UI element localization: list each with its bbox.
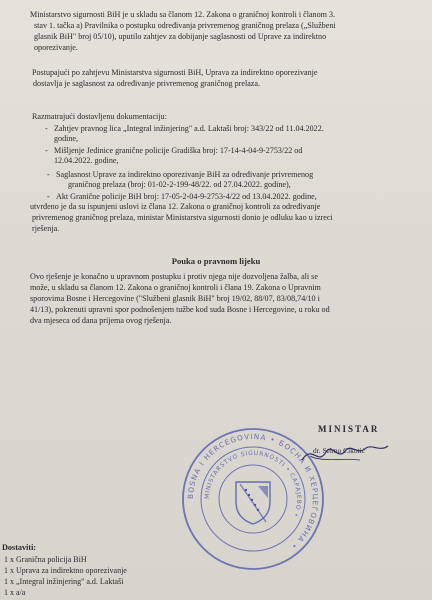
text-line: Ovo rješenje je konačno u upravnom postupku i protiv njega nije dozvoljena žalba, ali se [30, 272, 318, 281]
pouka-heading: Pouka o pravnom lijeku [171, 256, 261, 266]
docs-item-2 [45, 146, 414, 166]
text-line: glasnik BiH" broj 05/10), uputilo zahtjev za dobijanje saglasnosti od Uprave za indirektno [34, 32, 327, 41]
docs-heading: Razmatrajući dostavljenu dokumentaciju: [32, 112, 167, 121]
text-line: dostavlja je saglasnost za određivanje privremenog graničnog prelaza. [33, 79, 260, 88]
dostaviti-heading: Dostaviti: [2, 543, 37, 552]
text-line: rješenja. [32, 224, 60, 233]
text-line: 12.04.2022. godine, [54, 156, 119, 166]
docs-item-1 [45, 124, 414, 144]
dostaviti-item: 1 x „Integral inžinjering" a.d. Laktaši [4, 577, 124, 586]
bullet-icon: - [45, 146, 48, 155]
docs-item-3 [47, 170, 416, 190]
dostaviti-item: 1 x Uprava za indirektno oporezivanje [4, 566, 127, 575]
text-line: Ministarstvo sigurnosti BiH je u skladu sa članom 12. Zakona o graničnoj kontroli i članom 3. [30, 10, 336, 19]
text-line: dva mjeseca od dana prijema ovog rješenja. [30, 316, 172, 325]
signatory-name: dr. Selmo Cikotić [313, 446, 365, 455]
text-line: sporovima Bosne i Hercegovine ("Službeni glasnik BiH" broj 19/02, 88/07, 83/08,74/10 i [30, 294, 320, 303]
text-line: 41/13), pokrenuti upravni spor podnošenjem tužbe kod suda Bosne i Hercegovine, u roku od [30, 305, 330, 314]
text-line: Postupajući po zahtjevu Ministarstva sigurnosti BiH, Uprava za indirektno oporezivanje [32, 68, 318, 77]
signatory-title: MINISTAR [318, 424, 380, 434]
text-line: oporezivanje. [34, 43, 78, 52]
text-line: privremenog graničnog prelaza, ministar Ministarstva sigurnosti donio je odluku kao u izreci [32, 213, 333, 222]
text-line: Akt Granične policije BiH broj: 17-05-2-04-9-2753-4/22 od 13.04.2022. godine, [56, 192, 317, 201]
bullet-icon: - [45, 124, 48, 133]
docs-item-4 [47, 192, 426, 202]
coat-of-arms-icon [236, 482, 270, 524]
text-line: Zahtjev pravnog lica „Integral inžinjering" a.d. Laktaši broj: 343/22 od 11.04.2022. [54, 124, 324, 133]
dostaviti-item: 1 x a/a [4, 588, 26, 597]
text-line: stav 1. tačka a) Pravilnika o postupku određivanja privremenog graničnog prelaza („Službeni [34, 21, 336, 30]
text-line: utvrđeno je da su ispunjeni uslovi iz člana 12. Zakona o graničnoj kontroli za određivanje [30, 202, 321, 211]
text-line: Saglasnost Uprave za indirektno oporezivanje BiH za određivanje privremenog [56, 170, 314, 179]
bullet-icon: - [47, 192, 50, 201]
stamp-inner-text: MINISTARSTVO SIGURNOSTI • САРАЈЕВО • [203, 449, 303, 519]
bullet-icon: - [47, 170, 50, 179]
text-line: godine, [54, 134, 79, 144]
text-line: može, u skladu sa članom 12. Zakona o graničnoj kontroli i člana 19. Zakona o Upravnim [30, 283, 321, 292]
text-line: graničnog prelaza (broj: 01-02-2-199-48/22. od 27.04.2022. godine), [68, 180, 291, 190]
text-line: Mišljenje Jedinice granične policije Gradiška broj: 17-14-4-04-9-2753/22 od [54, 146, 303, 155]
dostaviti-item: 1 x Granična policija BiH [4, 555, 87, 564]
stamp-outer-text: BOSNA I HERCEGOVINA • БОСНА И ХЕРЦЕГОВИНА • [185, 431, 321, 552]
